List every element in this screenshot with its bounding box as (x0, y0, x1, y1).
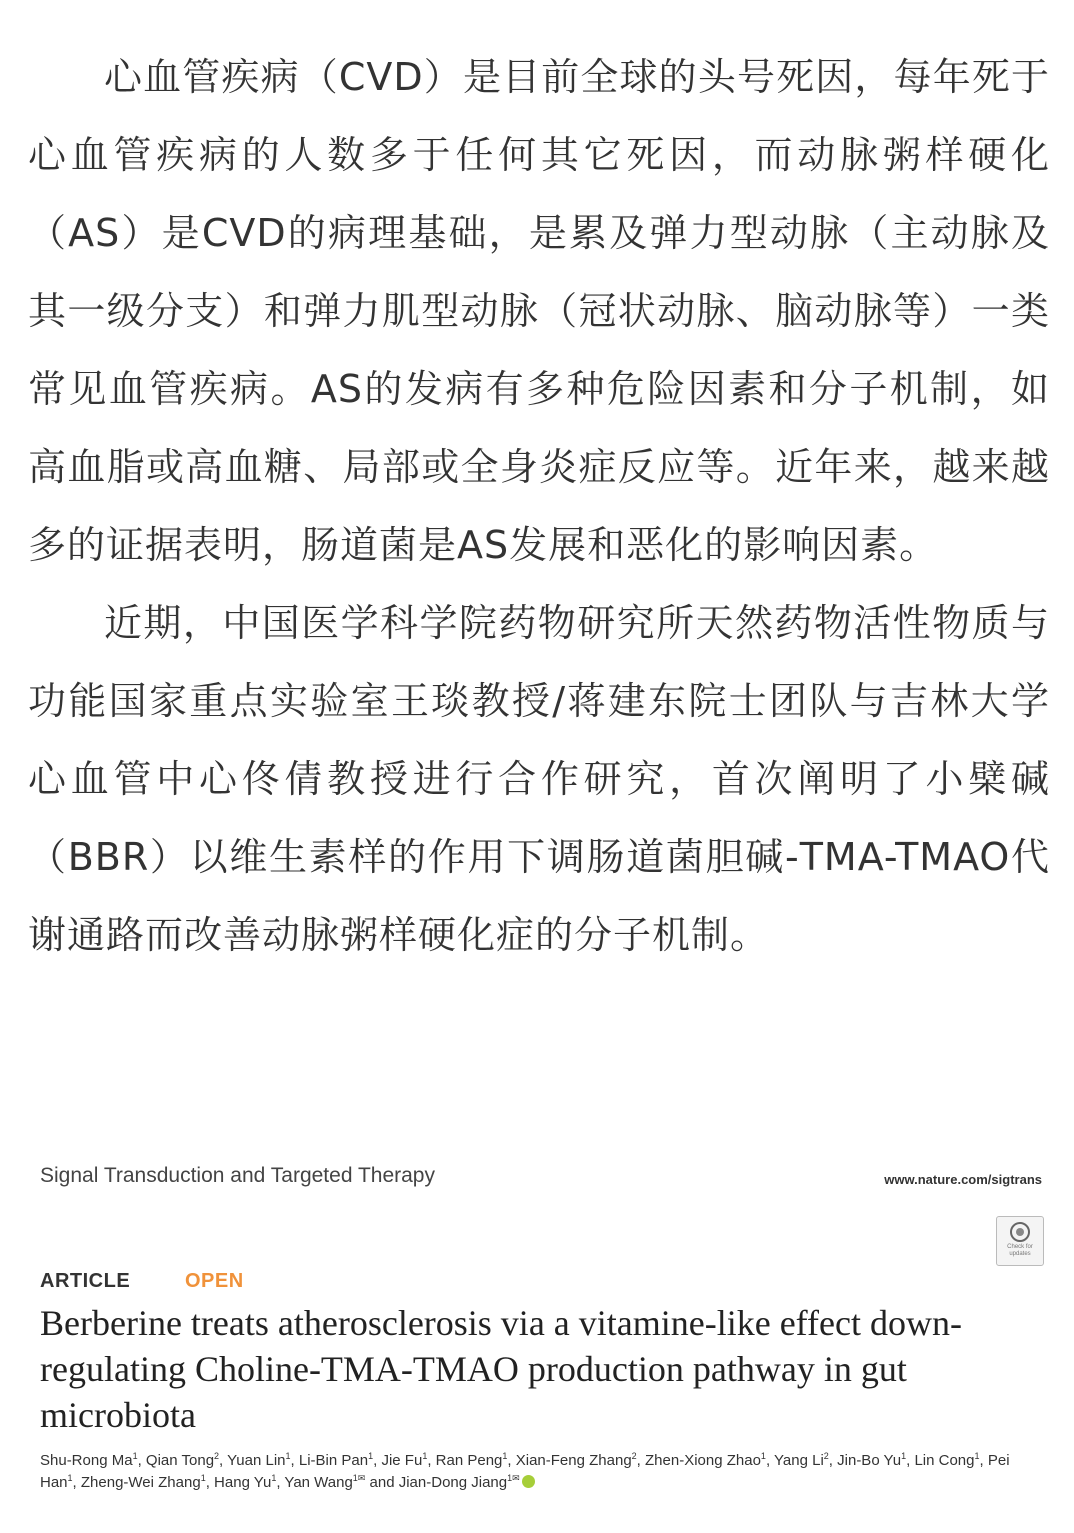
author-name: Jin-Bo Yu$^1$ (837, 1451, 907, 1469)
paragraph-research-summary: 近期，中国医学科学院药物研究所天然药物活性物质与功能国家重点实验室王琰教授/蒋建东院士团队与吉林大学心血管中心佟倩教授进行合作研究，首次阐明了小檗碱（BBR）以维生素样的作用下调肠道菌胆碱-TMA-TMAO代谢通路而改善动脉粥样硬化症的分子机制。 (28, 601, 1050, 957)
author-name: Yuan Lin$^1$ (227, 1451, 291, 1469)
author-name: Zheng-Wei Zhang$^1$ (80, 1473, 206, 1491)
author-name: Shu-Rong Ma$^1$ (40, 1451, 138, 1469)
author-name: Qian Tong$^2$ (145, 1451, 220, 1469)
author-name: Ran Peng$^1$ (435, 1451, 508, 1469)
author-name: Hang Yu$^1$ (214, 1473, 277, 1491)
check-for-updates-badge (996, 1216, 1044, 1266)
author-name: Zhen-Xiong Zhao$^1$ (645, 1451, 766, 1469)
paper-header-image (0, 1140, 1074, 1533)
author-name: Jian-Dong Jiang$^{1✉}$ (398, 1473, 520, 1491)
author-name: Yang Li$^2$ (774, 1451, 829, 1469)
orcid-icon (522, 1475, 535, 1488)
article-type-label: ARTICLE (40, 1270, 131, 1292)
author-name: Lin Cong$^1$ (914, 1451, 980, 1469)
author-name: Xian-Feng Zhang$^2$ (515, 1451, 637, 1469)
journal-name: Signal Transduction and Targeted Therapy (40, 1164, 435, 1187)
article-body (28, 38, 1050, 974)
authors-conjunction: and (369, 1474, 395, 1491)
check-updates-text: Check for updates (1007, 1244, 1033, 1257)
author-name: Jie Fu$^1$ (381, 1451, 428, 1469)
journal-url: www.nature.com/sigtrans (884, 1172, 1042, 1187)
author-name: Pei Han$^1$ (40, 1452, 1010, 1491)
paper-title: Berberine treats atherosclerosis via a vitamine-like effect down-regulating Choline-TMA-TMAO production pathway in gut microbiota (40, 1303, 962, 1435)
open-access-label: OPEN (185, 1270, 244, 1292)
author-name: Yan Wang$^{1✉}$ (284, 1473, 366, 1491)
check-updates-icon (1010, 1222, 1030, 1242)
author-list: Shu-Rong Ma$^1$, Qian Tong$^2$, Yuan Lin$^1$, Li-Bin Pan$^1$, Jie Fu$^1$, Ran Peng$^1$, Xian-Feng Zhang$^2$, Zhen-Xiong Zhao$^1$, Yang Li$^2$, Jin-Bo Yu$^1$, Lin Cong$^1$, Pei Han$^1$, Zheng-Wei Zhang$^1$, Hang Yu$^1$, Yan Wang$^{1✉}$ and Jian-Dong Jiang$^{1✉}$ (40, 1451, 1010, 1491)
author-name: Li-Bin Pan$^1$ (298, 1451, 374, 1469)
paragraph-cvd-intro: 心血管疾病（CVD）是目前全球的头号死因，每年死于心血管疾病的人数多于任何其它死因，而动脉粥样硬化（AS）是CVD的病理基础，是累及弹力型动脉（主动脉及其一级分支）和弹力肌型动脉（冠状动脉、脑动脉等）一类常见血管疾病。AS的发病有多种危险因素和分子机制，如高血脂或高血糖、局部或全身炎症反应等。近年来，越来越多的证据表明，肠道菌是AS发展和恶化的影响因素。 (28, 55, 1050, 567)
